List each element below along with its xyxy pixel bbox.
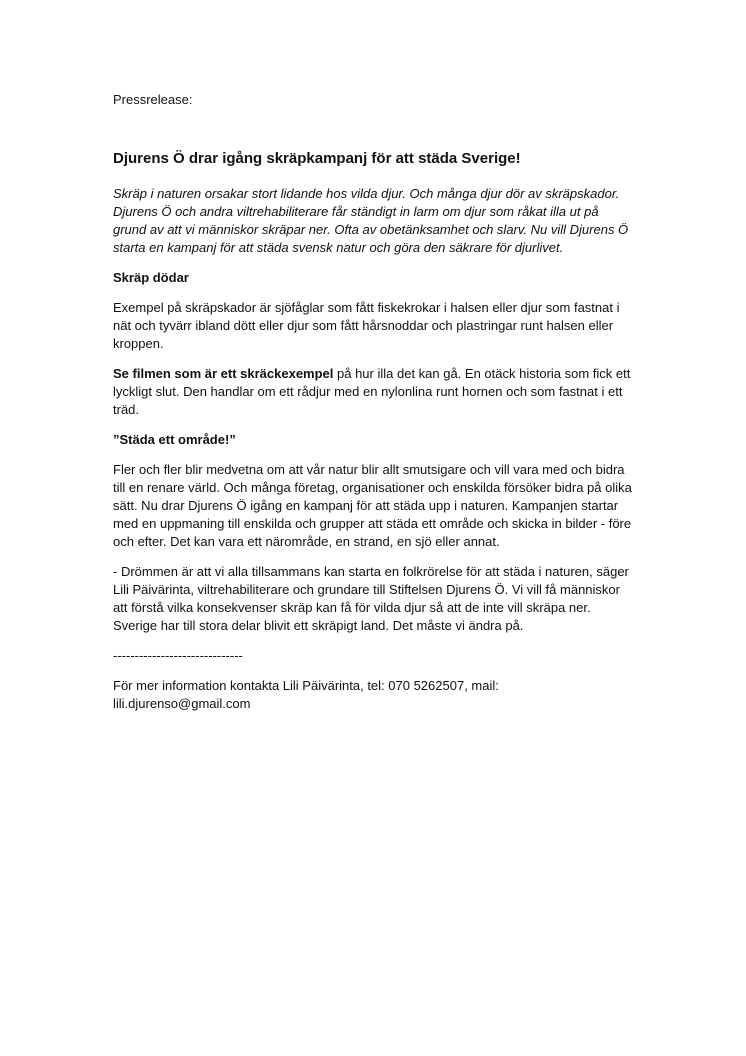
lead-paragraph: Skräp i naturen orsakar stort lidande hos vilda djur. Och många djur dör av skräpskador. Djurens Ö och andra viltrehabiliterare får ständigt in larm om djur som råkat illa ut på grund av att vi människor skräpar ner. Ofta av obetänksamhet och slarv. Nu vill Djurens Ö starta en kampanj för att städa svensk natur och göra den säkrare för djurlivet.: [113, 186, 629, 255]
divider-line: ------------------------------: [113, 648, 243, 663]
film-paragraph-rest: på hur illa det kan gå. En otäck historia som fick ett lyckligt slut. Den handlar om ett rådjur med en nylonlina runt hornen och som fastnat i ett träd.: [113, 366, 631, 417]
document-label: Pressrelease:: [113, 92, 193, 107]
section-heading-skrap-dodar: Skräp dödar: [113, 270, 189, 285]
body-paragraph-quote: - Drömmen är att vi alla tillsammans kan starta en folkrörelse för att städa i naturen, säger Lili Päivärinta, viltrehabiliterare och grundare till Stiftelsen Djurens Ö. Vi vill få människor att förstå vilka konsekvenser skräp kan få för vilda djur så att de inte vill skräpa ner. Sverige har till stora delar blivit ett skräpigt land. Det måste vi ändra på.: [113, 564, 629, 633]
body-paragraph-campaign: Fler och fler blir medvetna om att vår natur blir allt smutsigare och vill vara med och bidra till en renare värld. Och många företag, organisationer och enskilda försöker bidra på olika sätt. Nu drar Djurens Ö igång en kampanj för att städa upp i naturen. Kampanjen startar med en uppmaning till enskilda och grupper att städa ett område och skicka in bilder - före och efter. Det kan vara ett närområde, en strand, en sjö eller annat.: [113, 462, 632, 549]
film-link-text: Se filmen som är ett skräckexempel: [113, 366, 334, 381]
contact-info: För mer information kontakta Lili Päivärinta, tel: 070 5262507, mail: lili.djurenso@gmail.com: [113, 678, 499, 711]
body-paragraph-film: [113, 365, 633, 419]
section-heading-stada: ”Städa ett område!”: [113, 432, 236, 447]
document-body: [113, 185, 633, 725]
document-title: Djurens Ö drar igång skräpkampanj för att städa Sverige!: [113, 150, 521, 167]
body-paragraph-examples: Exempel på skräpskador är sjöfåglar som fått fiskekrokar i halsen eller djur som fastnat i nät och tyvärr ibland dött eller djur som fått hårsnoddar och plastringar runt halsen eller kroppen.: [113, 300, 620, 351]
